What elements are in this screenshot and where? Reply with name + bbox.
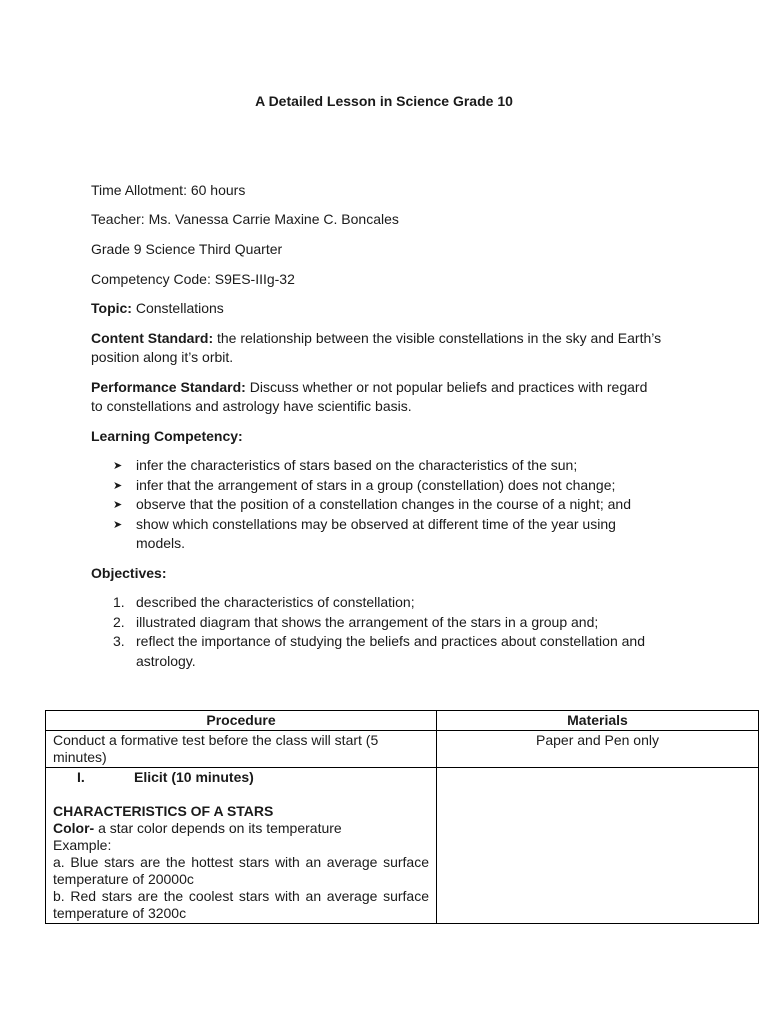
teacher-name: Teacher: Ms. Vanessa Carrie Maxine C. Boncales <box>91 211 399 227</box>
list-item: ➤ infer that the arrangement of stars in a group (constellation) does not change; <box>113 476 673 496</box>
table-row <box>46 768 759 924</box>
arrow-bullet-icon: ➤ <box>113 498 123 511</box>
objectives-list <box>113 593 673 671</box>
list-item: ➤ observe that the position of a constellation changes in the course of a night; and <box>113 495 673 515</box>
list-item: 2. illustrated diagram that shows the arrangement of the stars in a group and; <box>113 613 599 630</box>
content-standard-label: Content Standard: <box>91 330 214 346</box>
content-standard-text: the relationship between the visible constellations in the sky and Earth’s position along it’s orbit. <box>91 330 662 365</box>
performance-standard-text: Discuss whether or not popular beliefs and practices with regard to constellations and astrology have scientific basis. <box>91 379 648 414</box>
procedure-header: Procedure <box>46 711 437 731</box>
procedure-cell <box>46 768 437 924</box>
topic-line <box>91 299 691 318</box>
competency-code: Competency Code: S9ES-IIIg-32 <box>91 271 295 287</box>
example-b: b. Red stars are the coolest stars with an average surface temperature of 3200c <box>53 888 429 921</box>
materials-cell <box>437 768 759 924</box>
materials-header: Materials <box>437 711 759 731</box>
objectives-label: Objectives: <box>91 565 167 581</box>
arrow-bullet-icon: ➤ <box>113 459 123 472</box>
topic-label: Topic: <box>91 300 132 316</box>
table-header-row <box>46 711 759 731</box>
elicit-heading: I. Elicit (10 minutes) <box>77 769 254 785</box>
section-subheading: CHARACTERISTICS OF A STARS <box>53 803 274 819</box>
performance-standard <box>91 378 661 416</box>
learning-competency-heading <box>91 427 691 446</box>
list-item: 1. described the characteristics of constellation; <box>113 594 415 610</box>
performance-standard-label: Performance Standard: <box>91 379 246 395</box>
topic-value: Constellations <box>131 300 224 316</box>
grade-quarter: Grade 9 Science Third Quarter <box>91 241 283 257</box>
page-title: A Detailed Lesson in Science Grade 10 <box>255 93 513 109</box>
example-label: Example: <box>53 837 112 853</box>
list-item: 3. reflect the importance of studying the beliefs and practices about constellation and astrology. <box>113 633 645 669</box>
materials-cell: Paper and Pen only <box>437 731 759 768</box>
time-allotment: Time Allotment: 60 hours <box>91 182 246 198</box>
procedure-table <box>45 710 759 924</box>
objectives-heading <box>91 564 691 583</box>
example-a: a. Blue stars are the hottest stars with an average surface temperature of 20000c <box>53 854 429 887</box>
list-item: ➤ show which constellations may be observed at different time of the year using models. <box>113 515 616 551</box>
table-row <box>46 731 759 768</box>
arrow-bullet-icon: ➤ <box>113 478 123 492</box>
procedure-cell: Conduct a formative test before the class will start (5 minutes) <box>46 731 437 768</box>
arrow-bullet-icon: ➤ <box>113 517 123 531</box>
list-item: ➤ infer the characteristics of stars based on the characteristics of the sun; <box>113 456 673 476</box>
learning-competency-label: Learning Competency: <box>91 428 243 444</box>
content-standard <box>91 329 671 367</box>
color-definition: Color- a star color depends on its temperature <box>53 820 342 836</box>
competency-list <box>113 456 673 554</box>
